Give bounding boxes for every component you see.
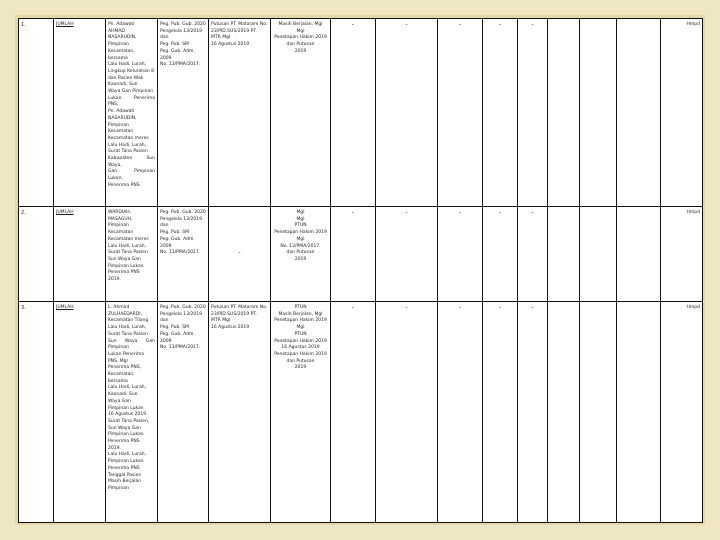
legal-basis	[158, 207, 209, 302]
legal-line: Pengelola 13/2019 dan	[160, 28, 202, 41]
description-line: Kecamatan, bersama	[108, 372, 135, 384]
value-cell: -	[438, 302, 483, 523]
description-line: Pn. Adawati	[108, 109, 135, 115]
row-note: Hmpd	[661, 207, 703, 302]
row-note: Hmpd	[661, 302, 703, 523]
status-line: Masih Berjalan, Mgl	[278, 311, 323, 317]
status-line: 2019	[294, 256, 307, 262]
legal-line: Peg. Pub. Gub. 2020	[160, 210, 206, 215]
description-line: Penerima PNS,	[108, 365, 141, 371]
description-line: PNS. Mgl	[108, 358, 128, 364]
description-line: Lukan Penerima PNS,	[108, 95, 155, 108]
description-line: Lalu Hadi, Lurah,	[108, 452, 147, 458]
empty-cell	[580, 207, 617, 302]
description-line: NASARUDIN,	[108, 35, 137, 41]
case-status	[271, 302, 331, 523]
value-cell: -	[518, 207, 548, 302]
legal-line: Peg. Gub. Adm. 2009	[160, 331, 195, 344]
description-line: ZULHAEDARDI,	[108, 311, 143, 317]
description-line: Kaonadi, Sun	[108, 82, 138, 88]
reference-text: JUMLAH	[56, 210, 74, 215]
empty-cell	[548, 207, 580, 302]
description-line: dan Pasien Wak	[108, 75, 144, 81]
status-line: 2019	[294, 365, 307, 371]
empty-cell	[580, 19, 617, 207]
legal-line: No. 13/PMA/2017.	[160, 250, 201, 256]
row-note: Hmpd	[661, 19, 703, 207]
description-line: Surat Tana Pasien	[108, 149, 148, 155]
decision-line: 16 Agustus 2019	[211, 42, 250, 48]
value-cell: -	[483, 207, 518, 302]
decision-line: 23/PID.SUS/2019 PT. MTR Mgl	[211, 28, 257, 41]
value-cell: -	[331, 207, 376, 302]
row-number: 1.	[19, 19, 54, 207]
status-line: PTUN	[294, 331, 307, 337]
description-line: NASARUDIN,	[108, 115, 137, 121]
legal-line: Peg. Gub. Adm. 2009	[160, 48, 195, 61]
description-line: Pimpinan Lukan	[108, 405, 144, 411]
description-line: Lingkup Kelurahan 8	[108, 68, 155, 74]
decision-line: 16 Agustus 2019	[211, 325, 250, 331]
description-line: Kecamatan, bersama	[108, 48, 135, 61]
empty-cell	[548, 19, 580, 207]
description-line: Lalu Hadi, Lurah,	[108, 325, 147, 331]
value-cell: -	[438, 207, 483, 302]
empty-cell	[617, 207, 661, 302]
description-line: Pimpinan Lukan	[108, 263, 144, 269]
description-line: Gan Pimpinan Lukan,	[108, 169, 155, 182]
legal-line: Peg. Pub. SM	[160, 42, 189, 48]
legal-line: Peg. Pub. SM	[160, 325, 189, 331]
case-description	[106, 302, 158, 523]
description-line: Kabupaten Sun Waya,	[108, 156, 155, 168]
row-reference	[54, 19, 106, 207]
value-cell: -	[518, 19, 548, 207]
description-line: Surat Tana Pasien	[108, 331, 148, 337]
table-row	[19, 207, 703, 302]
status-line: dan Putusan	[286, 250, 315, 256]
table-row	[19, 19, 703, 207]
status-line: Penetapan Hakim 2019	[274, 230, 327, 236]
status-line: No. 13/PMA/2017.	[280, 243, 321, 249]
case-status	[271, 207, 331, 302]
description-line: 16 Agustus 2019	[108, 412, 147, 418]
status-line: Mgl	[296, 236, 305, 242]
value-cell: -	[331, 19, 376, 207]
description-line: Surat Tana Pasien	[108, 250, 148, 256]
empty-cell	[580, 302, 617, 523]
description-line: Penerima PNS	[108, 270, 140, 276]
legal-line: Peg. Pub. Gub. 2020	[160, 305, 206, 310]
reference-text: JUMLAH	[56, 22, 74, 27]
description-line: Pimpinan Kecamatan	[108, 122, 134, 135]
status-line: dan Putusan	[286, 358, 315, 364]
legal-line: Pengelola 13/2019 dan	[160, 311, 202, 324]
status-line: Mgl	[296, 216, 305, 222]
status-line: PTUN	[294, 305, 307, 310]
row-number: 2.	[19, 207, 54, 302]
legal-line: Peg. Pub. SM	[160, 230, 189, 236]
status-line: PTUN	[294, 223, 307, 229]
description-line: Surat Tana Pasien,	[108, 418, 150, 424]
decision-line: Putusan PT. Mataram No.	[211, 305, 268, 310]
status-line: Penetapan Hakim 2019	[274, 35, 327, 41]
status-line: Mgl	[296, 28, 305, 34]
value-cell: -	[438, 19, 483, 207]
empty-cell	[617, 302, 661, 523]
description-line: Lukan Penerima	[108, 351, 145, 357]
status-line: Masih Berjalan, Mgl	[278, 22, 323, 27]
description-line: L. Ahmad	[108, 305, 130, 310]
status-line: Mgl	[296, 210, 305, 215]
description-line: Penerima PNS	[108, 465, 140, 471]
description-line: Kecamatan meres	[108, 135, 149, 141]
description-line: Lalu Hadi, Lurah,	[108, 142, 147, 148]
description-line: Waya Gan	[108, 398, 131, 404]
description-line: Lalu Hadi, Lurah,	[108, 243, 147, 249]
description-line: Pimpinan	[108, 485, 129, 491]
description-line: Kaonadi, Sun	[108, 392, 138, 398]
court-decision	[209, 207, 271, 302]
description-line: Sun Waya Gan Pimpinan	[108, 338, 155, 351]
status-line: Penetapan Hakim 2019	[274, 338, 327, 344]
status-line: Penetapan Hakim 2019	[274, 318, 327, 324]
value-cell: -	[376, 19, 438, 207]
description-line: Masih Berjalan	[108, 479, 142, 485]
status-line: 2019	[294, 48, 307, 54]
description-line: Pimpinan	[108, 42, 129, 48]
status-line: Mgl	[296, 325, 305, 331]
row-reference	[54, 207, 106, 302]
description-line: Waya Gan Pimpinan	[108, 89, 154, 95]
value-cell: -	[483, 302, 518, 523]
legal-line: Peg. Pub. Gub. 2020	[160, 22, 206, 27]
decision-dash: -	[238, 249, 241, 256]
description-line: Lalu Hadi, Lurah,	[108, 62, 147, 68]
case-table	[18, 18, 703, 523]
value-cell: -	[376, 207, 438, 302]
case-description	[106, 19, 158, 207]
case-status	[271, 19, 331, 207]
description-line: Pimpinan Lukan	[108, 459, 144, 465]
description-line: Lalu Hadi, Lurah,	[108, 385, 147, 391]
legal-basis	[158, 19, 209, 207]
legal-line: No. 13/PMA/2017.	[160, 345, 201, 351]
description-line: Pimpinan Kecamatan	[108, 223, 134, 236]
description-line: Penerima PNS	[108, 439, 140, 445]
description-line: Kecamatan Tilang	[108, 318, 149, 324]
value-cell: -	[518, 302, 548, 523]
reference-text: JUMLAH	[56, 305, 74, 310]
value-cell: -	[331, 302, 376, 523]
legal-line: No. 13/PMA/2017.	[160, 62, 201, 68]
row-reference	[54, 302, 106, 523]
description-line: Kecamatan meres	[108, 236, 149, 242]
court-decision	[209, 302, 271, 523]
status-line: 16 Agustus 2019	[281, 345, 320, 351]
empty-cell	[548, 302, 580, 523]
legal-line: Peg. Gub. Adm. 2009	[160, 236, 195, 249]
description-line: AHMAD	[108, 28, 125, 34]
description-line: Sun Waya Gan	[108, 256, 141, 262]
status-line: dan Putusan	[286, 42, 315, 48]
decision-line: Putusan PT. Mataram No.	[211, 22, 268, 27]
legal-line: Pengelola 13/2019 dan	[160, 216, 202, 229]
description-line: WARDIAH,	[108, 210, 132, 215]
document-page	[18, 18, 702, 522]
status-line: Penetapan Hakim 2019	[274, 351, 327, 357]
description-line: Pn. Adawati	[108, 22, 135, 27]
legal-basis	[158, 302, 209, 523]
value-cell: -	[483, 19, 518, 207]
description-line: Pimpinan Lukan	[108, 432, 144, 438]
case-description	[106, 207, 158, 302]
description-line: MASAGUH,	[108, 216, 133, 222]
table-row	[19, 302, 703, 523]
description-line: Tanggal Pasien	[108, 472, 142, 478]
description-line: 2019.	[108, 445, 121, 451]
description-line: 2019.	[108, 277, 121, 283]
value-cell: -	[376, 302, 438, 523]
row-number: 3.	[19, 302, 54, 523]
description-line: Penerima PNS.	[108, 182, 141, 188]
court-decision	[209, 19, 271, 207]
empty-cell	[617, 19, 661, 207]
decision-line: 23/PID.SUS/2019 PT. MTR Mgl	[211, 311, 257, 324]
description-line: Sun Waya Gan	[108, 425, 141, 431]
